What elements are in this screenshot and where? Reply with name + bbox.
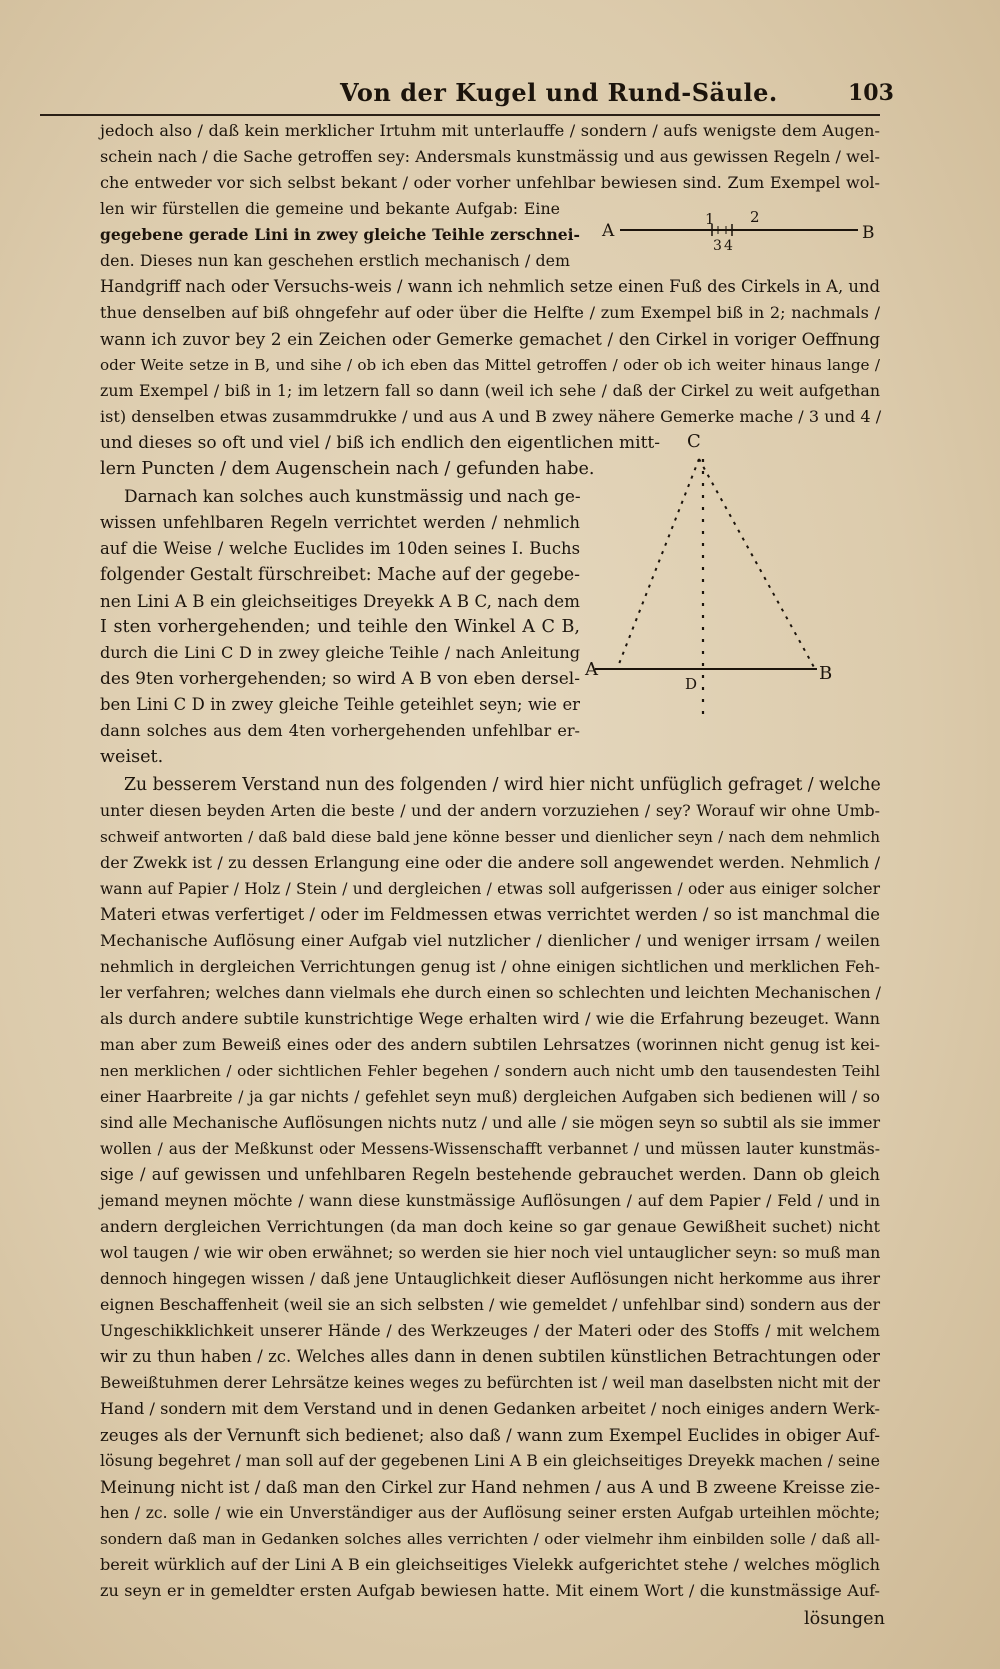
text-line: man aber zum Beweiß eines oder des andern subtilen Lehrsatzes (worinnen nicht genug ist kei- <box>100 1035 880 1054</box>
text-line: sondern daß man in Gedanken solches alles verrichten / oder vielmehr ihm einbilden solle / daß all- <box>100 1530 880 1548</box>
mark-3-label: 3 <box>713 238 722 254</box>
text-line: lern Puncten / dem Augenschein nach / gefunden habe. <box>100 459 595 479</box>
text-line: einer Haarbreite / ja gar nichts / gefehlet seyn muß) dergleichen Aufgaben sich bedienen will / so <box>100 1088 880 1106</box>
text-line: dennoch hingegen wissen / daß jene Untauglichkeit dieser Auflösungen nicht herkomme aus ihrer <box>100 1270 880 1288</box>
text-line: als durch andere subtile kunstrichtige Wege erhalten wird / wie die Erfahrung bezeuget. Wann <box>100 1009 880 1028</box>
text-line: wissen unfehlbaren Regeln verrichtet werden / nehmlich <box>100 513 580 532</box>
text-line: sind alle Mechanische Auflösungen nichts nutz / und alle / sie mögen seyn so subtil als sie immer <box>100 1113 880 1132</box>
running-head <box>40 74 894 116</box>
text-line: lösung begehret / man soll auf der gegebenen Lini A B ein gleichseitiges Dreyekk machen / seine <box>100 1451 880 1470</box>
text-line: Meinung nicht ist / daß man den Cirkel zur Hand nehmen / aus A und B zweene Kreisse zie- <box>100 1477 880 1497</box>
text-line: wir zu thun haben / zc. Welches alles dann in denen subtilen künstlichen Betrachtungen oder <box>100 1347 880 1366</box>
text-line: oder Weite setze in B, und sihe / ob ich eben das Mittel getroffen / oder ob ich weiter hinaus lange / <box>100 356 880 374</box>
text-line: ist) denselben etwas zusammdrukke / und aus A und B zwey nähere Gemerke mache / 3 und 4 / <box>100 407 882 426</box>
text-line: nen Lini A B ein gleichseitiges Dreyekk A B C, nach dem <box>100 591 580 611</box>
text-line: des 9ten vorhergehenden; so wird A B von eben dersel- <box>100 669 580 689</box>
text-line: folgender Gestalt fürschreibet: Mache auf der gegebe- <box>100 565 580 585</box>
text-line: wann ich zuvor bey 2 ein Zeichen oder Gemerke gemachet / den Cirkel in voriger Oeffnung <box>100 329 880 349</box>
text-line: jemand meynen möchte / wann diese kunstmässige Auflösungen / auf dem Papier / Feld / und in <box>100 1191 880 1210</box>
text-line: jedoch also / daß kein merklicher Irtuhm mit unterlauffe / sondern / aufs wenigste dem Augen- <box>100 121 880 140</box>
text-line: eignen Beschaffenheit (weil sie an sich selbsten / wie gemeldet / unfehlbar sind) sondern aus der <box>100 1295 880 1314</box>
text-line: Handgriff nach oder Versuchs-weis / wann ich nehmlich setze einen Fuß des Cirkels in A, und <box>100 277 880 296</box>
text-line: Beweißtuhmen derer Lehrsätze keines weges zu befürchten ist / weil man daselbsten nicht mit der <box>100 1374 880 1392</box>
text-line: schweif antworten / daß bald diese bald jene könne besser und dienlicher seyn / nach dem nehmlich <box>100 828 880 846</box>
point-d-label: D <box>685 675 698 693</box>
text-line: wol taugen / wie wir oben erwähnet; so werden sie hier noch viel untauglicher seyn: so muß man <box>100 1243 881 1262</box>
text-line: bereit würklich auf der Lini A B ein gleichseitiges Vielekk aufgerichtet stehe / welches möglich <box>100 1555 880 1574</box>
text-line: Mechanische Auflösung einer Aufgab viel nutzlicher / dienlicher / und weniger irrsam / weilen <box>100 931 880 950</box>
point-b-label: B <box>819 663 833 684</box>
side-cb <box>699 459 815 669</box>
text-line: Hand / sondern mit dem Verstand und in denen Gedanken arbeitet / noch einiges andern Werk- <box>100 1399 880 1418</box>
mark-1-label: 1 <box>705 210 715 228</box>
point-a-label: A <box>602 221 615 241</box>
text-line: durch die Lini C D in zwey gleiche Teihle / nach Anleitung <box>100 643 580 662</box>
side-ca <box>617 459 699 669</box>
text-line: weiset. <box>100 747 164 767</box>
text-line: andern dergleichen Verrichtungen (da man doch keine so gar genaue Gewißheit suchet) nicht <box>100 1217 880 1236</box>
text-line: unter diesen beyden Arten die beste / und der andern vorzuziehen / sey? Worauf wir ohne Umb- <box>100 801 880 820</box>
point-a-label: A <box>585 659 598 680</box>
text-line: Zu besserem Verstand nun des folgenden / wird hier nicht unfüglich gefraget / welche <box>124 775 881 795</box>
text-line: len wir fürstellen die gemeine und bekante Aufgab: Eine <box>100 199 560 218</box>
mark-4-label: 4 <box>724 238 733 254</box>
text-line: gegebene gerade Lini in zwey gleiche Teihle zerschnei- <box>100 225 580 244</box>
text-line: den. Dieses nun kan geschehen erstlich mechanisch / dem <box>100 251 570 270</box>
text-line: ler verfahren; welches dann vielmals ehe durch einen so schlechten und leichten Mechanischen / <box>100 983 881 1002</box>
text-line: ben Lini C D in zwey gleiche Teihle geteihlet seyn; wie er <box>100 695 580 714</box>
text-line: dann solches aus dem 4ten vorhergehenden unfehlbar er- <box>100 721 580 740</box>
text-line: Materi etwas verfertiget / oder im Feldmessen etwas verrichtet werden / so ist manchmal die <box>100 905 880 924</box>
text-line: hen / zc. solle / wie ein Unverständiger aus der Auflösung seiner ersten Aufgab urteihlen möchte; <box>100 1504 880 1522</box>
mark-2-label: 2 <box>750 208 760 226</box>
text-line: Ungeschikklichkeit unserer Hände / des Werkzeuges / der Materi oder des Stoffs / mit welchem <box>100 1321 880 1340</box>
point-b-label: B <box>862 223 875 243</box>
text-line: wollen / aus der Meßkunst oder Messens-Wissenschafft verbannet / und müssen lauter kunstmäs- <box>100 1140 880 1158</box>
text-line: zu seyn er in gemeldter ersten Aufgab bewiesen hatte. Mit einem Wort / die kunstmässige Auf- <box>100 1581 880 1600</box>
page-number: 103 <box>848 80 894 106</box>
text-line: nehmlich in dergleichen Verrichtungen genug ist / ohne einigen sichtlichen und merklichen Feh- <box>100 957 880 976</box>
page-title: Von der Kugel und Rund-Säule. <box>340 78 778 107</box>
text-line: auf die Weise / welche Euclides im 10den seines I. Buchs <box>100 539 580 558</box>
text-line: thue denselben auf biß ohngefehr auf oder über die Helfte / zum Exempel biß in 2; nachmals / <box>100 303 880 322</box>
text-line: che entweder vor sich selbst bekant / oder vorher unfehlbar bewiesen sind. Zum Exempel wol- <box>100 173 880 192</box>
text-line: Darnach kan solches auch kunstmässig und nach ge- <box>124 487 581 507</box>
text-line: zum Exempel / biß in 1; im letzern fall so dann (weil ich sehe / daß der Cirkel zu weit aufgethan <box>100 381 880 400</box>
text-line: wann auf Papier / Holz / Stein / und dergleichen / etwas soll aufgerissen / oder aus einiger solcher <box>100 880 880 898</box>
line-division-figure <box>600 208 880 260</box>
triangle-figure <box>585 425 885 715</box>
text-line: nen merklichen / oder sichtlichen Fehler begehen / sondern auch nicht umb den tausendesten Teihl <box>100 1062 880 1080</box>
text-line: sige / auf gewissen und unfehlbaren Regeln bestehende gebrauchet werden. Dann ob gleich <box>100 1165 880 1184</box>
text-line: der Zwekk ist / zu dessen Erlangung eine oder die andere soll angewendet werden. Nehmlich / <box>100 853 880 872</box>
text-line: und dieses so oft und viel / biß ich endlich den eigentlichen mitt- <box>100 433 660 453</box>
text-line: zeuges als der Vernunft sich bedienet; also daß / wann zum Exempel Euclides in obiger Auf- <box>100 1425 880 1445</box>
text-line: schein nach / die Sache getroffen sey: Andersmals kunstmässig und aus gewissen Regeln / wel- <box>100 147 880 166</box>
point-c-label: C <box>687 431 701 452</box>
catchword: lösungen <box>804 1609 885 1629</box>
text-line: I sten vorhergehenden; und teihle den Winkel A C B, <box>100 617 580 637</box>
